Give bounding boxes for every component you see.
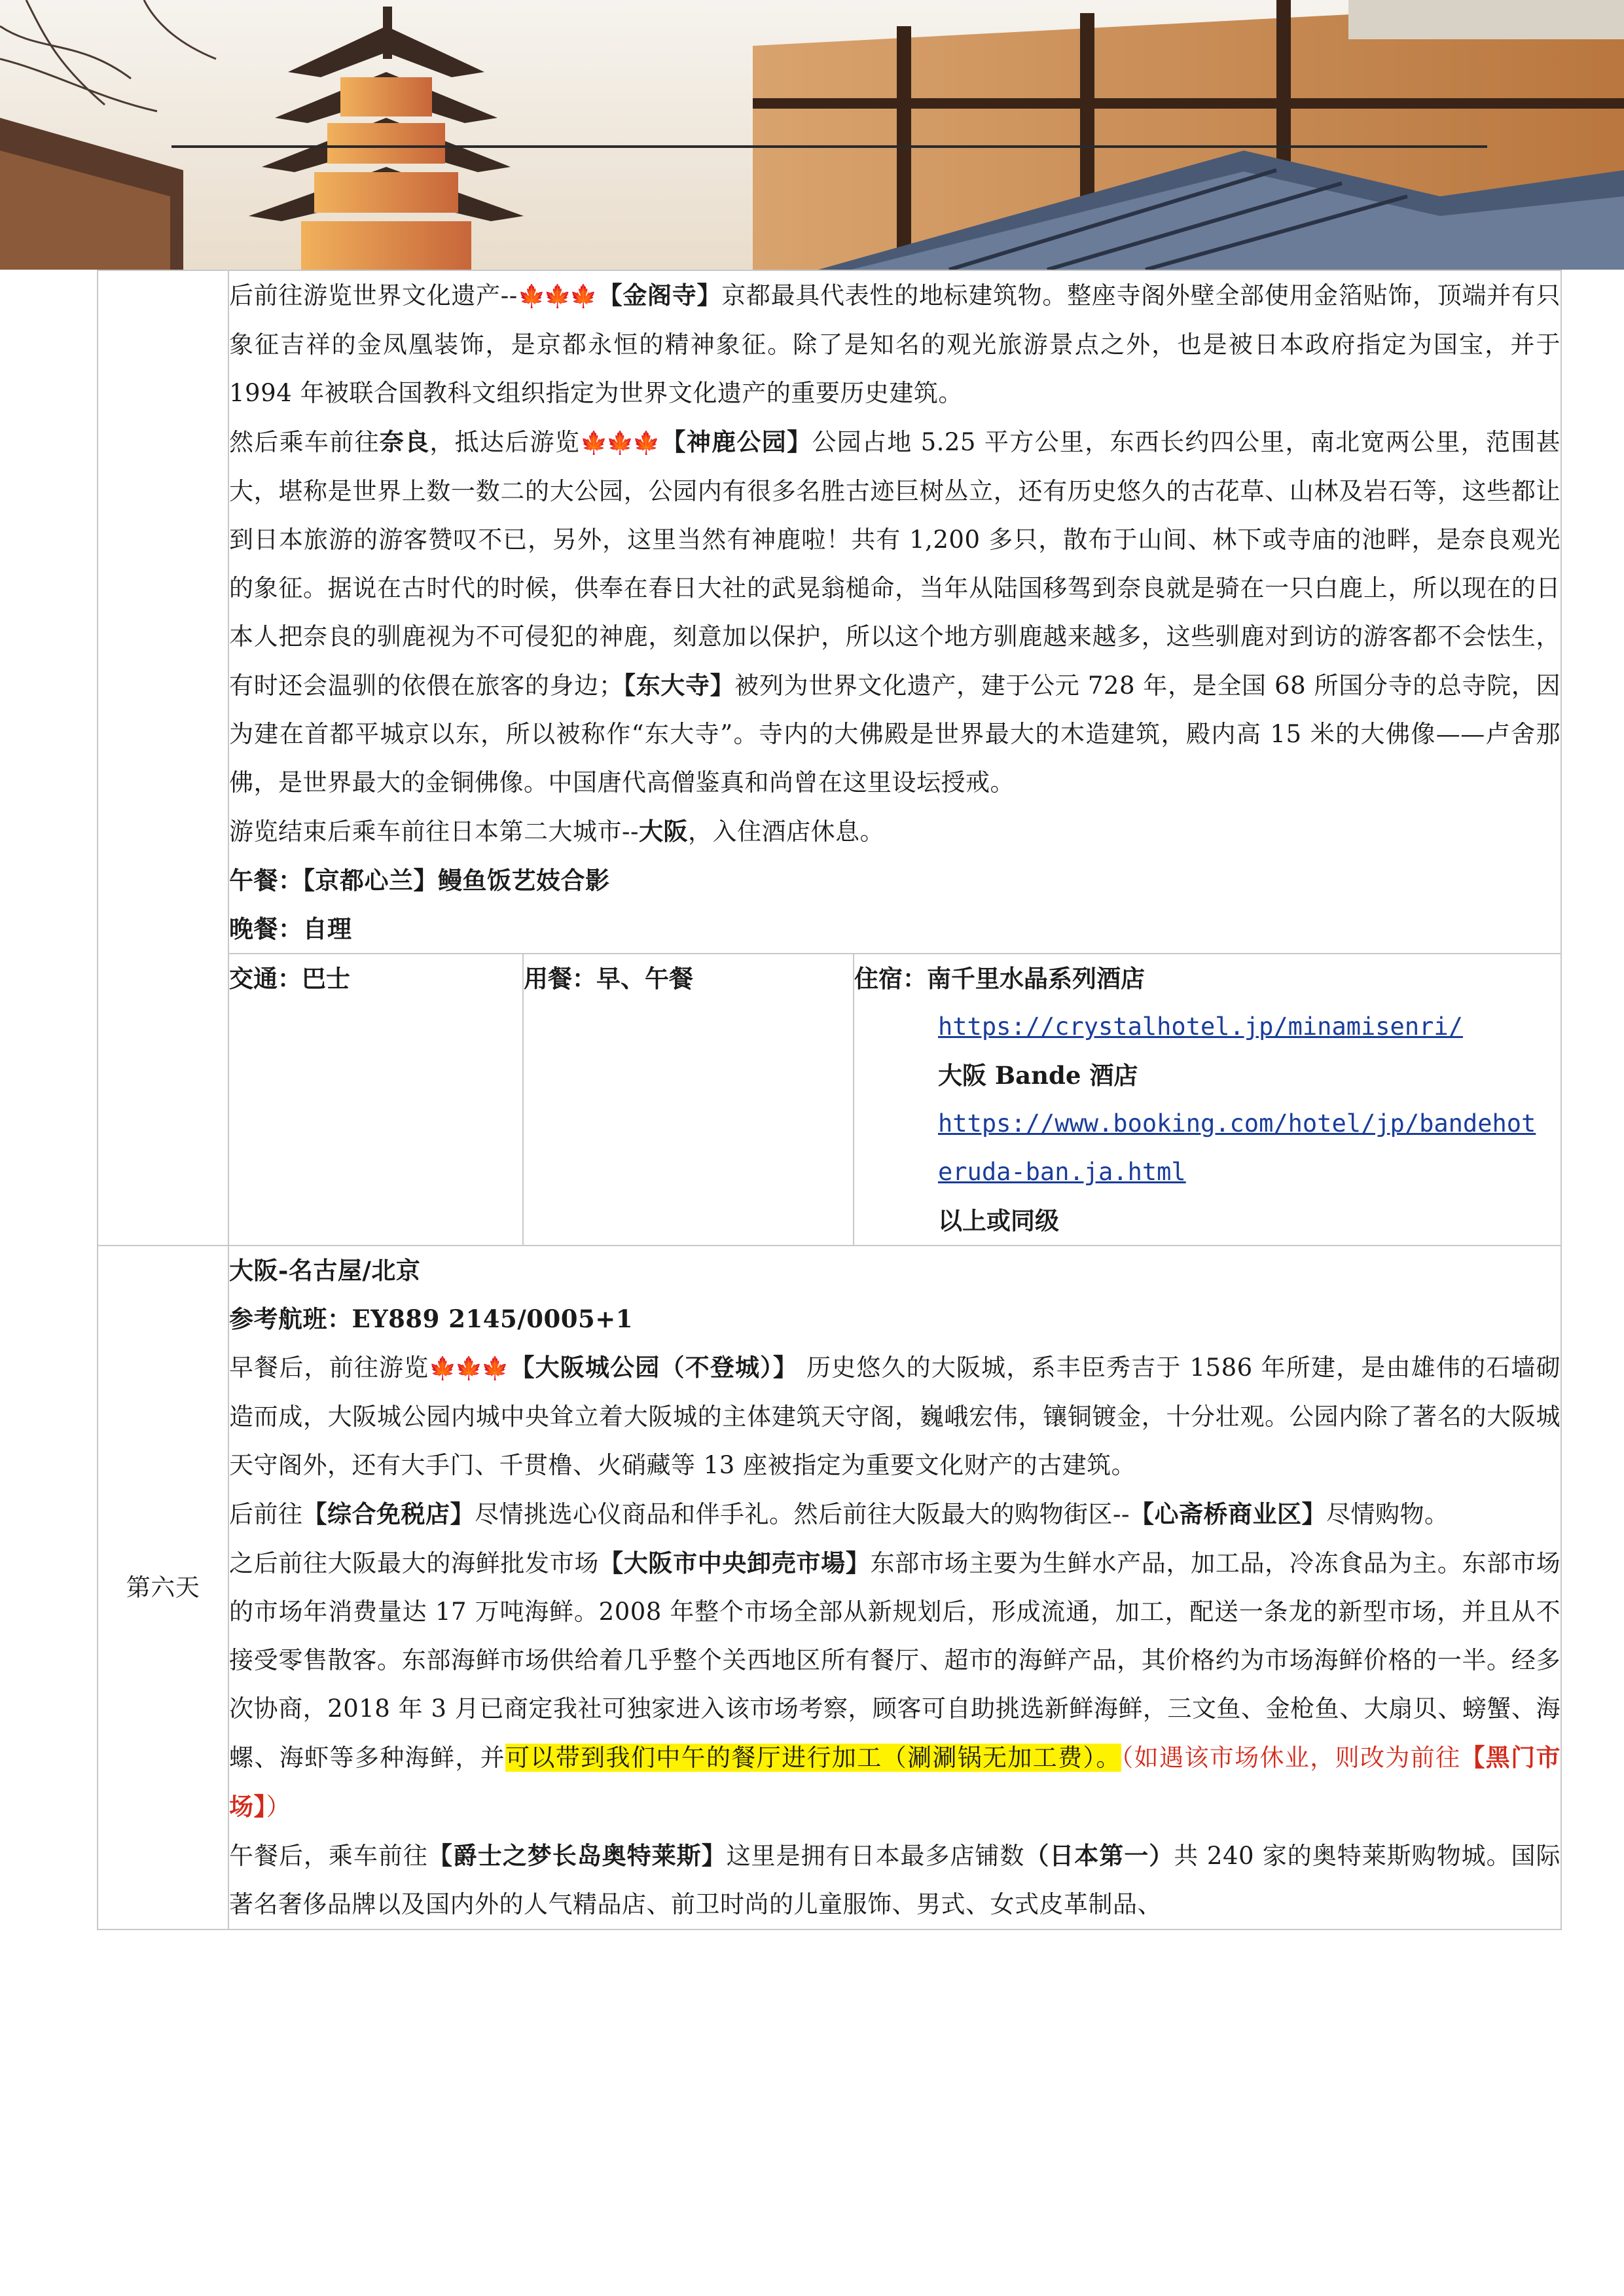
day5-transport-cell <box>228 954 523 1246</box>
day5-lunch: 午餐：【京都心兰】鳗鱼饭艺妓合影 <box>229 866 610 895</box>
day5-info-row <box>98 954 1561 1246</box>
hotel-note: 以上或同级 <box>938 1206 1059 1235</box>
day6-paragraph-market: 之后前往大阪最大的海鲜批发市场【大阪市中央卸売市場】东部市场主要为生鲜水产品，加工品，冷冻食品为主。东部市场的市场年消费量达 17 万吨海鲜。2008 年整个市场全部从新规划后，形成流通，加工，配送一条龙的新型市场，并且从不接受零售散客。东部海鲜市场供给着几乎整个关西地区所有餐厅、超市的海鲜产品，其价格约为市场海鲜价格的一半。经多次协商，2018 年 3 月已商定我社可独家进入该市场考察，顾客可自助挑选新鲜海鲜，三文鱼、金枪鱼、大扇贝、螃蟹、海螺、海虾等多种海鲜，并可以带到我们中午的餐厅进行加工（涮涮锅无加工费）。（如遇该市场休业，则改为前往【黑门市场】） <box>229 1549 1561 1821</box>
maple-leaf-icons: 🍁🍁🍁 <box>429 1355 508 1382</box>
day5-dinner: 晚餐：自理 <box>229 914 352 943</box>
day5-paragraph-kinkakuji: 后前往游览世界文化遗产--🍁🍁🍁 【金阁寺】京都最具代表性的地标建筑物。整座寺阁外壁全部使用金箔贴饰，顶端并有只象征吉祥的金凤凰装饰，是京都永恒的精神象征。除了是知名的观光旅游景点之外，也是被日本政府指定为国宝，并于 1994 年被联合国教科文组织指定为世界文化遗产的重要历史建筑。 <box>229 281 1561 407</box>
header-banner-image <box>0 0 1624 270</box>
day5-meals-cell <box>523 954 854 1246</box>
hotel-bande: 大阪 Bande 酒店 <box>938 1061 1138 1090</box>
maple-leaf-icons: 🍁🍁🍁 <box>580 430 659 456</box>
day6-route: 大阪-名古屋/北京 <box>229 1256 421 1285</box>
hotel-link-crystal[interactable]: https://crystalhotel.jp/minamisenri/ <box>938 1013 1463 1041</box>
banner-divider-line <box>171 145 1487 148</box>
day5-hotel-cell <box>854 954 1561 1246</box>
day5-description-cell <box>228 270 1561 954</box>
day6-flight: 参考航班：EY889 2145/0005+1 <box>229 1304 633 1333</box>
hotel-link-bande-2[interactable]: eruda-ban.ja.html <box>938 1158 1186 1186</box>
itinerary-table <box>97 270 1562 1930</box>
hotel-link-bande-1[interactable]: https://www.booking.com/hotel/jp/bandehot <box>938 1109 1536 1138</box>
day6-row <box>98 1246 1561 1929</box>
day5-paragraph-nara: 然后乘车前往奈良，抵达后游览🍁🍁🍁 【神鹿公园】公园占地 5.25 平方公里，东西长约四公里，南北宽两公里，范围甚大，堪称是世界上数一数二的大公园，公园内有很多名胜古迹巨树丛立，还有历史悠久的古花草、山林及岩石等，这些都让到日本旅游的游客赞叹不已，另外，这里当然有神鹿啦！共有 1,200 多只，散布于山间、林下或寺庙的池畔，是奈良观光的象征。据说在古时代的时候，供奉在春日大社的武晃翁槌命，当年从陆国移驾到奈良就是骑在一只白鹿上，所以现在的日本人把奈良的驯鹿视为不可侵犯的神鹿，刻意加以保护，所以这个地方驯鹿越来越多，这些驯鹿对到访的游客都不会怯生，有时还会温驯的依偎在旅客的身边；【东大寺】被列为世界文化遗产，建于公元 728 年，是全国 68 所国分寺的总寺院，因为建在首都平城京以东，所以被称作“东大寺”。寺内的大佛殿是世界最大的木造建筑，殿内高 15 米的大佛像——卢舍那佛，是世界最大的金铜佛像。中国唐代高僧鉴真和尚曾在这里设坛授戒。 <box>229 427 1561 797</box>
day6-paragraph-castle: 早餐后，前往游览🍁🍁🍁 【大阪城公园（不登城）】 历史悠久的大阪城，系丰臣秀吉于 1586 年所建，是由雄伟的石墙砌造而成，大阪城公园内城中央耸立着大阪城的主体建筑天守阁，巍峨宏伟，镶铜镀金，十分壮观。公园内除了著名的大阪城天守阁外，还有大手门、千贯橹、火硝藏等 13 座被指定为重要文化财产的古建筑。 <box>229 1353 1561 1479</box>
hotel-label: 住宿：南千里水晶系列酒店 <box>854 964 1145 993</box>
day6-paragraph-outlet: 午餐后，乘车前往【爵士之梦长岛奥特莱斯】这里是拥有日本最多店铺数（日本第一）共 240 家的奥特莱斯购物城。国际著名奢侈品牌以及国内外的人气精品店、前卫时尚的儿童服饰、男式、女式皮革制品、 <box>229 1841 1561 1918</box>
day5-description-row <box>98 270 1561 954</box>
day6-paragraph-shopping: 后前往【综合免税店】尽情挑选心仪商品和伴手礼。然后前往大阪最大的购物街区--【心斋桥商业区】尽情购物。 <box>229 1499 1449 1528</box>
day6-description-cell <box>228 1246 1561 1929</box>
maple-leaf-icons: 🍁🍁🍁 <box>517 283 596 310</box>
transport-label: 交通：巴士 <box>229 964 350 993</box>
day6-label: 第六天 <box>126 1573 200 1602</box>
day6-label-cell <box>98 1246 228 1929</box>
day5-label-cell <box>98 270 228 1246</box>
meals-label: 用餐：早、午餐 <box>524 964 693 993</box>
highlighted-note: 可以带到我们中午的餐厅进行加工（涮涮锅无加工费）。 <box>505 1744 1121 1772</box>
day5-paragraph-osaka: 游览结束后乘车前往日本第二大城市--大阪，入住酒店休息。 <box>229 817 885 846</box>
